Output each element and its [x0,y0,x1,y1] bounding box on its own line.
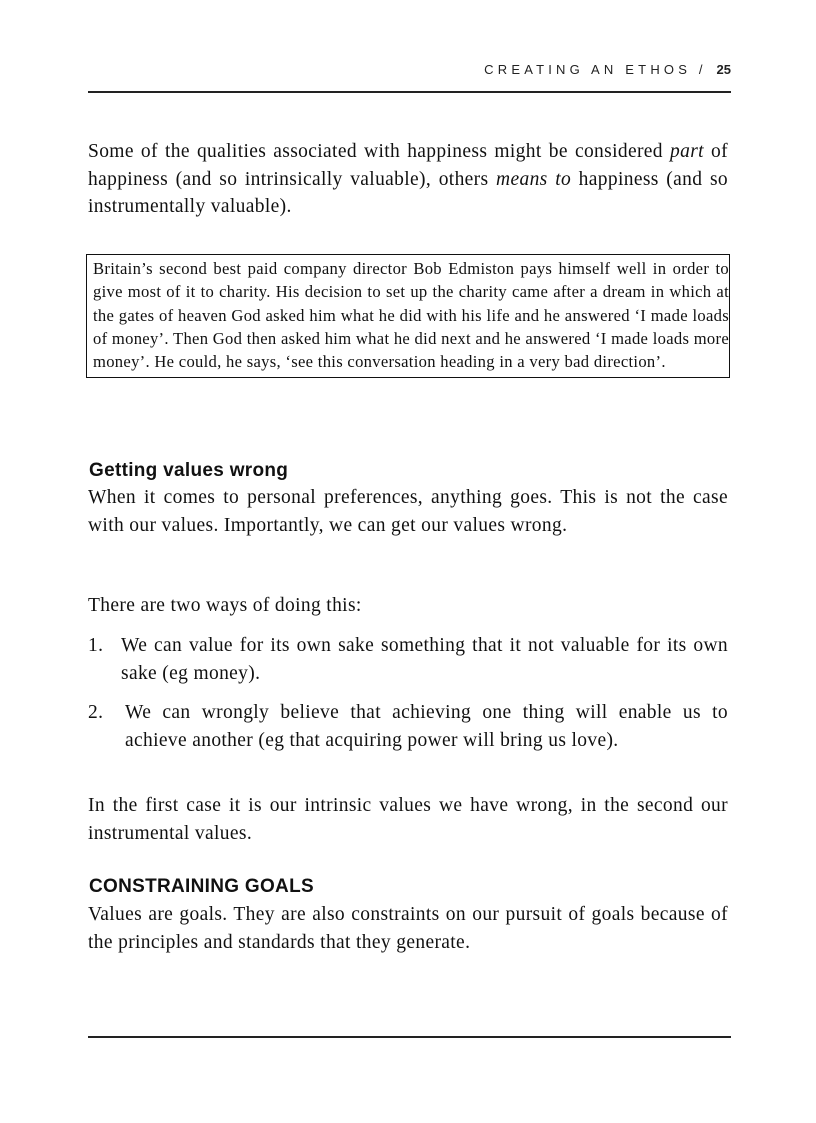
boxed-anecdote-text: Britain’s second best paid company director Bob Edmiston pays himself well in order to give most of it to charity. His decision to set up the charity came after a dream in which at the gates of heaven God asked him what he did with his life and he answered ‘I made loads of money’. Then God then asked him what he did next and he answered ‘I made loads more money’. He could, he says, ‘see this conversation heading in a very bad direction’. [93,259,729,372]
values-wrong-paragraph: When it comes to personal preferences, anything goes. This is not the case with our values. Importantly, we can get our values wrong. [88,487,728,536]
running-header [484,62,731,77]
header-rule [88,91,731,93]
two-ways-paragraph: There are two ways of doing this: [88,595,362,616]
running-title: CREATING AN ETHOS / [484,62,707,77]
intro-emphasis-part: part [670,141,704,162]
list-item-text: We can value for its own sake something that it not valuable for its own sake (eg money). [121,635,728,684]
intro-text-2: of happiness (and so intrinsically valuable), others [88,141,729,190]
constraining-goals-paragraph: Values are goals. They are also constraints on our pursuit of goals because of the principles and standards that they generate. [88,904,728,953]
list-item [88,699,728,754]
list-item [88,632,728,687]
list-item-text: We can wrongly believe that achieving one thing will enable us to achieve another (eg that acquiring power will bring us love). [125,702,728,751]
intro-paragraph [88,138,728,221]
section-heading-constraining-goals: CONSTRAINING GOALS [89,876,314,897]
first-case-paragraph: In the first case it is our intrinsic values we have wrong, in the second our instrumental values. [88,795,728,844]
page-number: 25 [716,62,731,77]
footer-rule [88,1036,731,1038]
boxed-anecdote [86,254,730,378]
list-item-number: 2. [88,702,104,723]
intro-text-3: happiness (and so instrumentally valuable). [88,168,728,218]
section-heading-getting-values-wrong: Getting values wrong [89,460,289,481]
intro-emphasis-means-to: means to [496,168,572,190]
intro-text-1: Some of the qualities associated with happiness might be considered [88,141,671,162]
list-item-number: 1. [88,635,104,656]
